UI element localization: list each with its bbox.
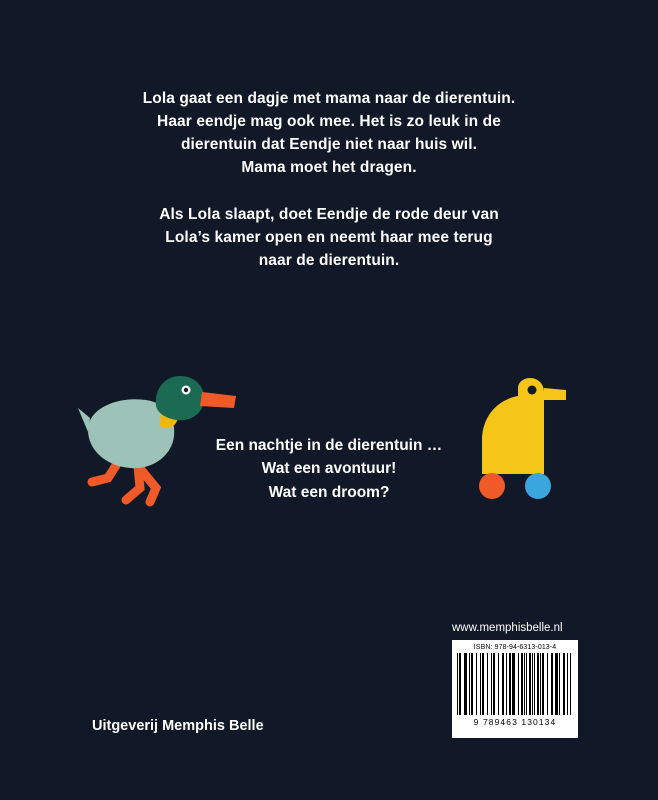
barcode [452,640,578,738]
blurb-line: Mama moet het dragen. [241,158,417,176]
blurb-line: Als Lola slaapt, doet Eendje de rode deur van [159,206,499,223]
barcode-bars [457,653,573,715]
isbn-digits: 9 789463 130134 [473,717,557,727]
caption-line: Wat een avontuur! [261,460,397,478]
blurb-line: naar de dierentuin. [258,251,400,269]
blurb-line: Lola’s kamer open en neemt haar mee terug [165,228,493,246]
blurb-line: dierentuin dat Eendje niet naar huis wil. [180,135,478,153]
blurb-line: Lola gaat een dagje met mama naar de dierentuin. [142,90,516,107]
publisher-website: www.memphisbelle.nl [452,622,563,634]
isbn-label: ISBN: 978-94-6313-013-4 [473,644,557,651]
caption-line: Wat een droom? [268,483,390,501]
blurb-paragraph-1 [0,88,658,180]
cover-caption [0,434,658,504]
blurb-paragraph-2 [0,204,658,273]
blurb-line: Haar eendje mag ook mee. Het is zo leuk in de [157,112,501,130]
caption-line: Een nachtje in de dierentuin … [215,437,443,454]
publisher-name: Uitgeverij Memphis Belle [92,718,264,734]
